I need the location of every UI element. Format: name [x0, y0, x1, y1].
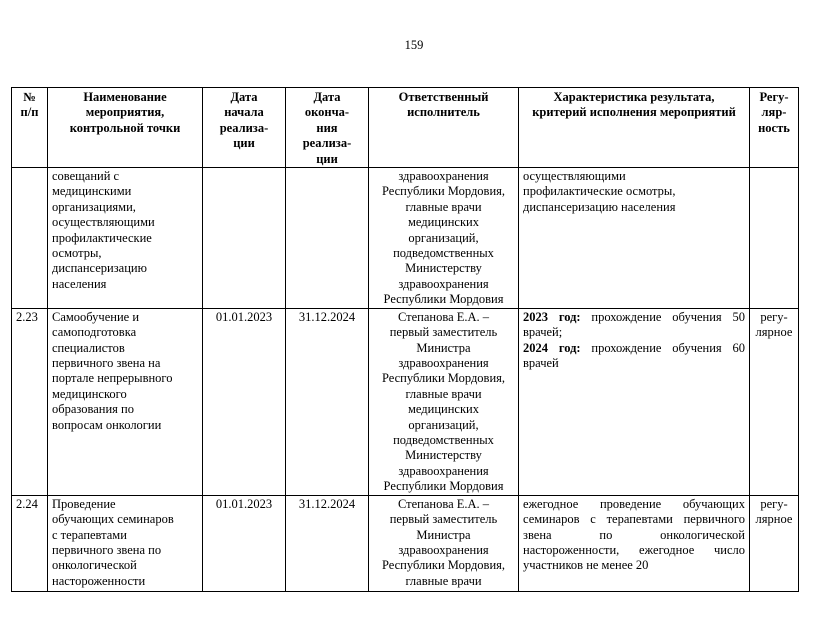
- row-result: ежегодное проведение обучающих семинаров с терапевтами первичного звена по онкологической настороженности, ежегодное число участников не менее 20: [519, 495, 750, 591]
- row-name: совещаний с медицинскими организациями, осуществляющими профилактические осмотры, диспансеризацию населения: [48, 168, 203, 309]
- row-result: осуществляющими профилактические осмотры, диспансеризацию населения: [519, 168, 750, 309]
- header-end-date: Дата оконча- ния реализа- ции: [286, 88, 369, 168]
- row-end-date: [286, 168, 369, 309]
- row-end-date: 31.12.2024: [286, 308, 369, 495]
- row-regularity: [750, 168, 799, 309]
- header-name: Наименование мероприятия, контрольной точки: [48, 88, 203, 168]
- row-start-date: 01.01.2023: [203, 495, 286, 591]
- row-name: Самообучение и самоподготовка специалистов первичного звена на портале непрерывного медицинского образования по вопросам онкологии: [48, 308, 203, 495]
- row-responsible: здравоохранения Республики Мордовия, главные врачи медицинских организаций, подведомственных Министерству здравоохранения Республики Мордовия: [369, 168, 519, 309]
- row-start-date: [203, 168, 286, 309]
- header-result: Характеристика результата, критерий исполнения мероприятий: [519, 88, 750, 168]
- row-regularity: регу- лярное: [750, 308, 799, 495]
- header-start-date: Дата начала реализа- ции: [203, 88, 286, 168]
- result-text-2024: прохождение обучения 60 врачей: [523, 340, 745, 370]
- result-year-2024: 2024 год:: [523, 340, 581, 355]
- row-end-date: 31.12.2024: [286, 495, 369, 591]
- row-num: 2.24: [12, 495, 48, 591]
- result-year-2023: 2023 год:: [523, 309, 581, 324]
- row-name: Проведение обучающих семинаров с терапевтами первичного звена по онкологической настороженности: [48, 495, 203, 591]
- table-header-row: [12, 88, 799, 168]
- table-row: [12, 495, 799, 591]
- row-responsible: Степанова Е.А. – первый заместитель Министра здравоохранения Республики Мордовия, главные врачи: [369, 495, 519, 591]
- row-responsible: Степанова Е.А. – первый заместитель Министра здравоохранения Республики Мордовия, главные врачи медицинских организаций, подведомственных Министерству здравоохранения Республики Мордовия: [369, 308, 519, 495]
- page-number: 159: [404, 38, 424, 52]
- row-result: [519, 308, 750, 495]
- row-regularity: регу- лярное: [750, 495, 799, 591]
- measures-table: [11, 87, 799, 592]
- header-num: № п/п: [12, 88, 48, 168]
- header-regularity: Регу- ляр- ность: [750, 88, 799, 168]
- row-num: 2.23: [12, 308, 48, 495]
- table-row: [12, 168, 799, 309]
- result-text-2023: прохождение обучения 50 врачей;: [523, 309, 745, 340]
- row-num: [12, 168, 48, 309]
- row-start-date: 01.01.2023: [203, 308, 286, 495]
- table-row: [12, 308, 799, 495]
- header-responsible: Ответственный исполнитель: [369, 88, 519, 168]
